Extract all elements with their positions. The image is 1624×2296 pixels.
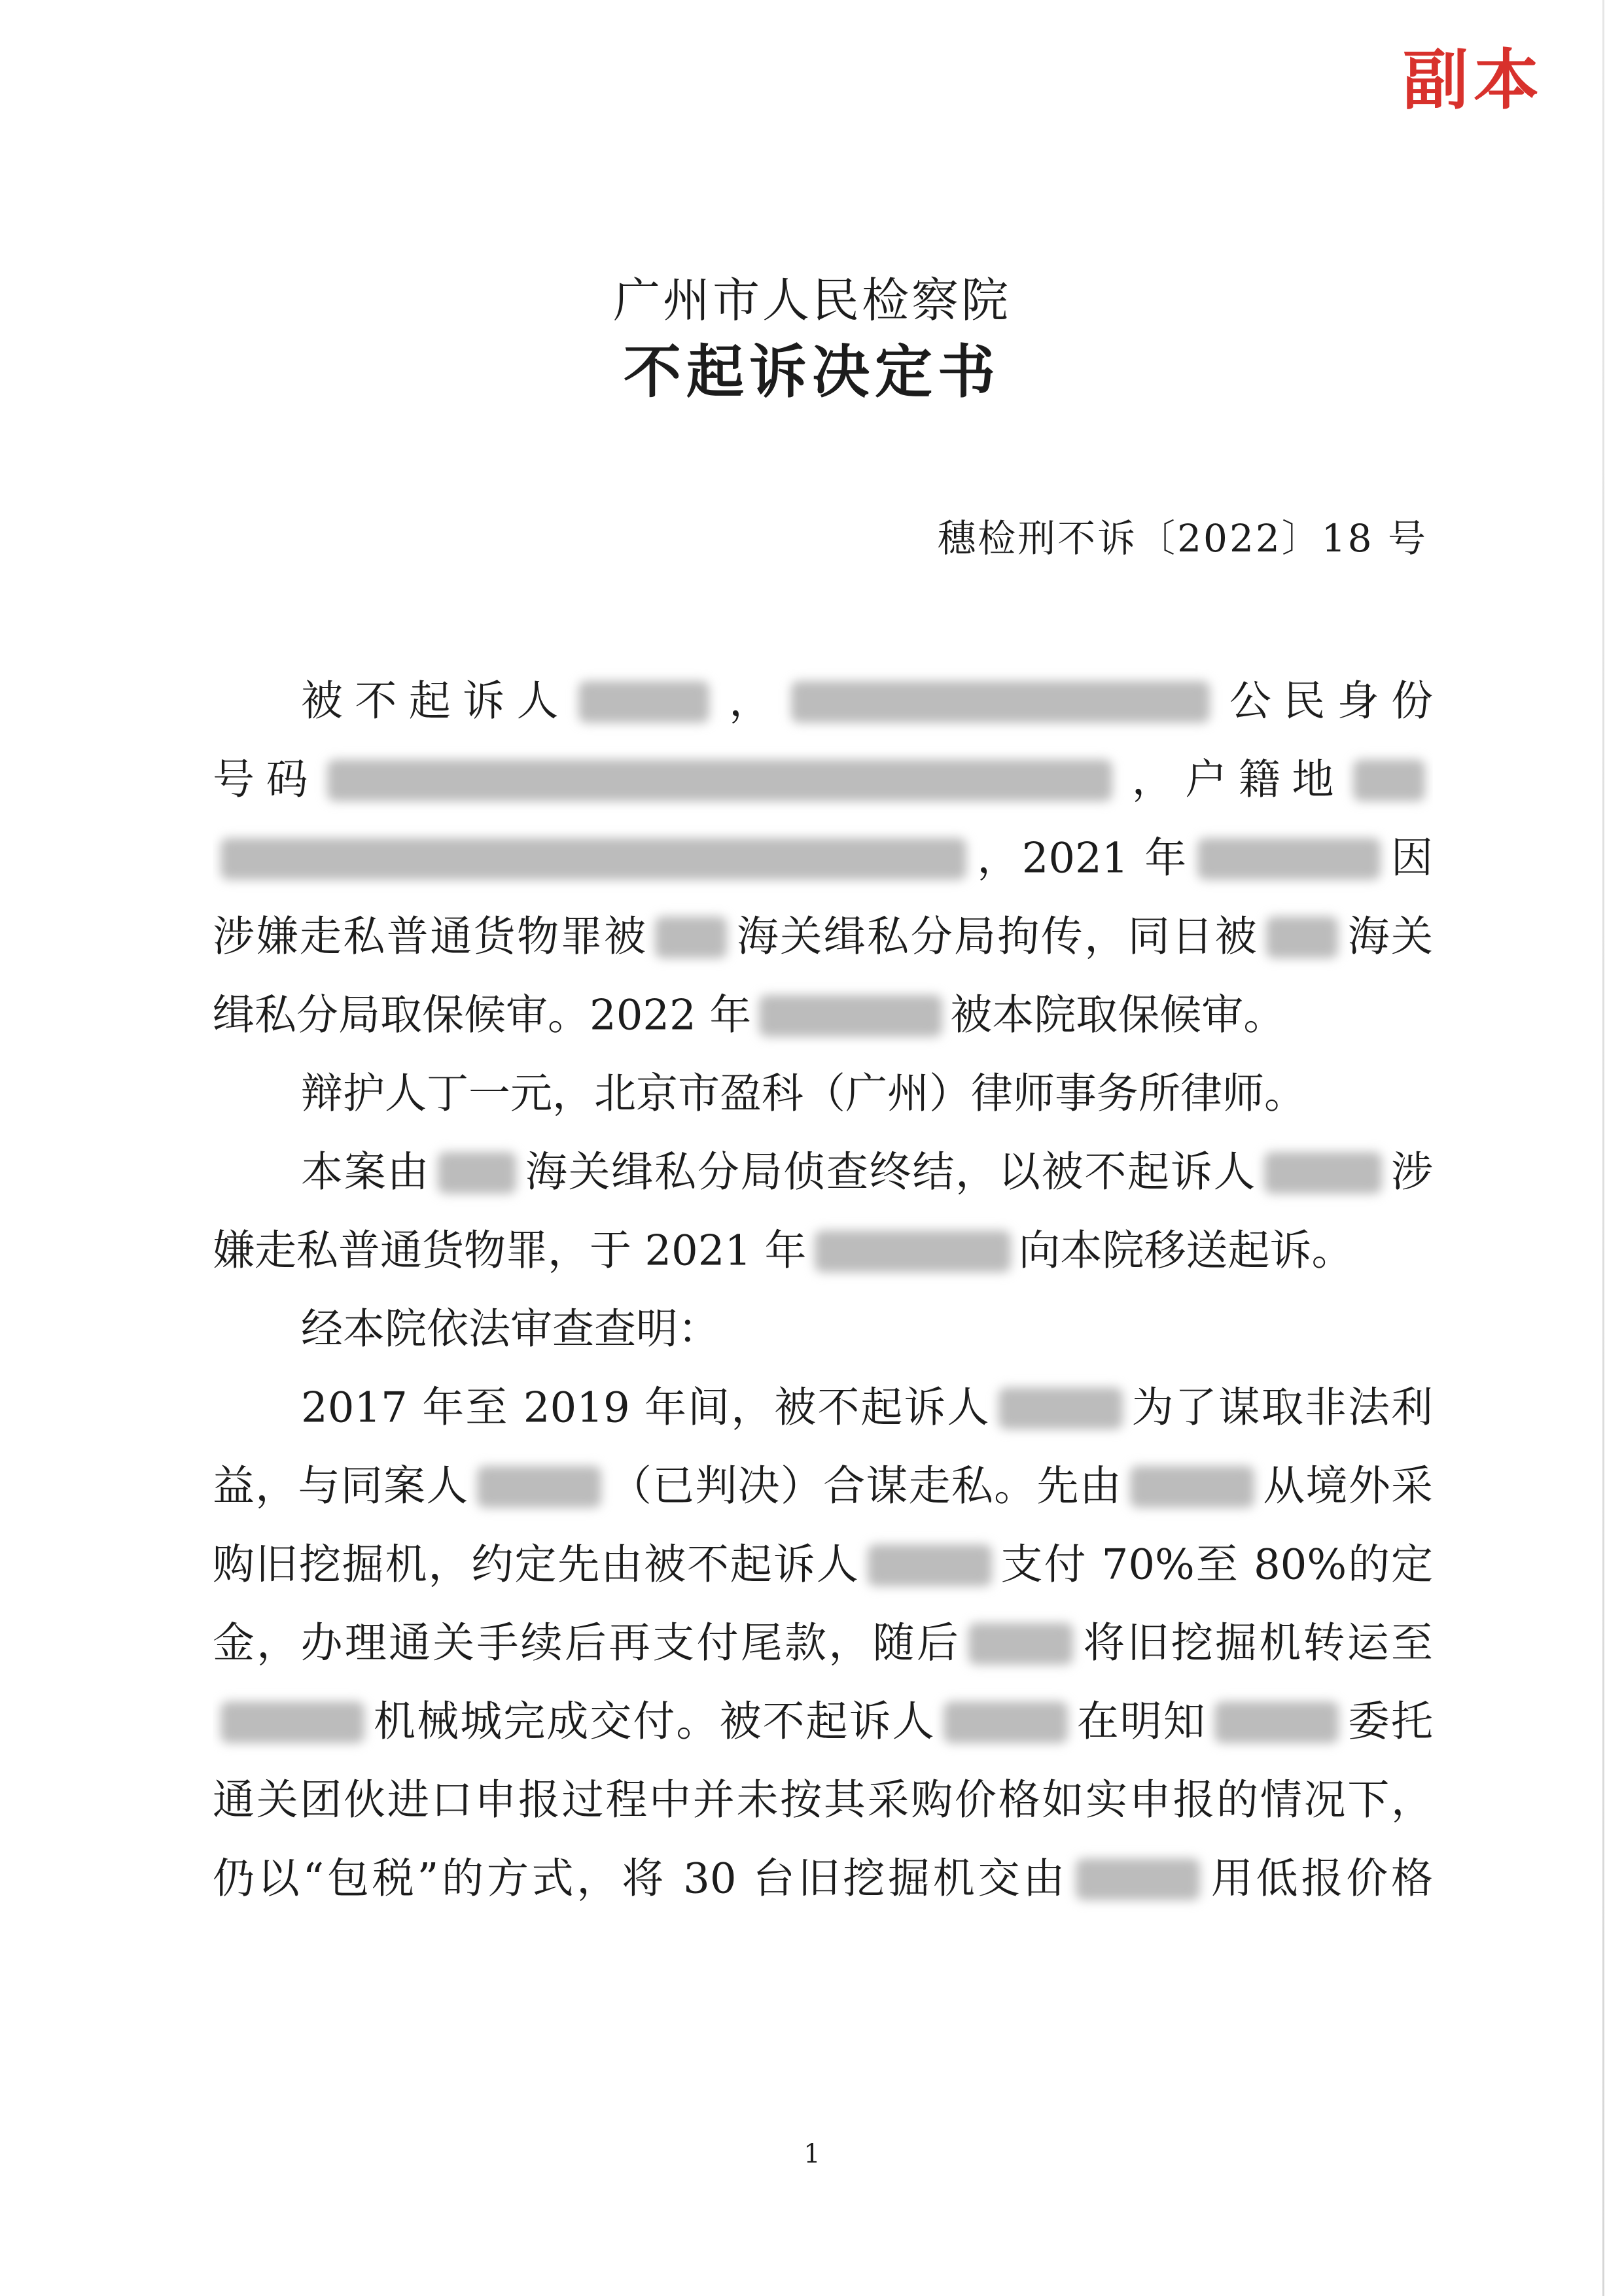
document-title: 不起诉决定书	[623, 338, 1000, 406]
paragraph-line	[213, 1130, 1433, 1209]
line-text: ，2021 年	[974, 834, 1190, 883]
redacted-place	[221, 1701, 364, 1743]
line-text: 因	[1388, 834, 1433, 883]
redacted-info	[791, 681, 1210, 723]
line-text: 辩护人丁一元，北京市盈科（广州）律师事务所律师。	[301, 1070, 1306, 1119]
paragraph-line	[213, 1209, 1433, 1287]
redacted-name	[1130, 1466, 1254, 1508]
organization-name: 广州市人民检察院	[612, 273, 1011, 328]
line-text: 在明知	[1075, 1697, 1207, 1747]
line-text: 从境外采	[1262, 1462, 1433, 1511]
redacted-address	[1353, 759, 1425, 801]
document-body	[213, 659, 1433, 1915]
paragraph-line	[213, 816, 1433, 895]
redacted-date	[815, 1230, 1011, 1272]
line-text: 海关缉私分局拘传，同日被	[735, 913, 1259, 962]
redacted-place	[655, 916, 727, 958]
redacted-place	[438, 1152, 516, 1194]
line-text: 本案由	[301, 1148, 431, 1197]
redacted-date	[759, 995, 942, 1037]
line-text: 向本院移送起诉。	[1018, 1226, 1354, 1276]
line-text: 支付 70%至 80%的定	[999, 1540, 1433, 1590]
line-text: 金，办理通关手续后再支付尾款，随后	[213, 1619, 961, 1668]
line-text: 2017 年至 2019 年间，被不起诉人	[301, 1383, 991, 1433]
line-text: ，	[716, 677, 783, 726]
line-text: 海关缉私分局侦查终结，以被不起诉人	[524, 1148, 1257, 1197]
redacted-place	[1266, 916, 1338, 958]
redacted-name	[1264, 1152, 1382, 1194]
redacted-name	[968, 1623, 1073, 1665]
line-text: 缉私分局取保候审。2022 年	[213, 991, 752, 1040]
redacted-address	[221, 838, 966, 880]
paragraph-line	[213, 659, 1433, 738]
page-number: 1	[803, 2139, 821, 2169]
redacted-date	[1197, 838, 1381, 880]
line-text: 将旧挖掘机转运至	[1081, 1619, 1433, 1668]
document-number: 穗检刑不诉〔2022〕18 号	[938, 516, 1428, 561]
paragraph-line	[213, 1366, 1433, 1444]
line-text: 被不起诉人	[301, 677, 571, 726]
line-text: 委托	[1346, 1697, 1433, 1747]
line-text: 用低报价格	[1208, 1854, 1433, 1904]
line-text: 公民身份	[1217, 677, 1433, 726]
line-text: 仍以“包税”的方式，将 30 台旧挖掘机交由	[213, 1854, 1068, 1904]
paragraph-line	[213, 895, 1433, 973]
line-text: ，户籍地	[1120, 756, 1346, 805]
paragraph-line	[213, 1287, 1433, 1366]
line-text: 通关团伙进口申报过程中并未按其采购价格如实申报的情况下，	[213, 1776, 1433, 1825]
paragraph-line	[213, 1052, 1433, 1130]
paragraph-line	[213, 1837, 1433, 1915]
redacted-name	[477, 1466, 601, 1508]
line-text: 经本院依法审查查明：	[301, 1305, 720, 1354]
paragraph-line	[213, 1758, 1433, 1837]
redacted-name	[998, 1387, 1123, 1429]
line-text: 购旧挖掘机，约定先由被不起诉人	[213, 1540, 860, 1590]
line-text: 被本院取保候审。	[950, 991, 1286, 1040]
line-text: 号码	[213, 756, 320, 805]
line-text: 为了谋取非法利	[1130, 1383, 1433, 1433]
paragraph-line	[213, 1601, 1433, 1680]
line-text: 嫌走私普通货物罪，于 2021 年	[213, 1226, 807, 1276]
redacted-name	[944, 1701, 1068, 1743]
paragraph-line	[213, 973, 1433, 1052]
redacted-name	[1076, 1858, 1200, 1900]
redacted-name	[1214, 1701, 1339, 1743]
line-text: 益，与同案人	[213, 1462, 469, 1511]
redacted-name	[868, 1544, 992, 1586]
line-text: （已判决）合谋走私。先由	[609, 1462, 1122, 1511]
redacted-name	[578, 681, 709, 723]
paragraph-line	[213, 1523, 1433, 1601]
copy-stamp: 副本	[1403, 41, 1544, 118]
paragraph-line	[213, 1444, 1433, 1523]
line-text: 涉嫌走私普通货物罪被	[213, 913, 648, 962]
line-text: 涉	[1390, 1148, 1433, 1197]
paragraph-line	[213, 1680, 1433, 1758]
line-text: 海关	[1346, 913, 1433, 962]
paragraph-line	[213, 738, 1433, 816]
redacted-id-number	[327, 759, 1112, 801]
line-text: 机械城完成交付。被不起诉人	[372, 1697, 936, 1747]
